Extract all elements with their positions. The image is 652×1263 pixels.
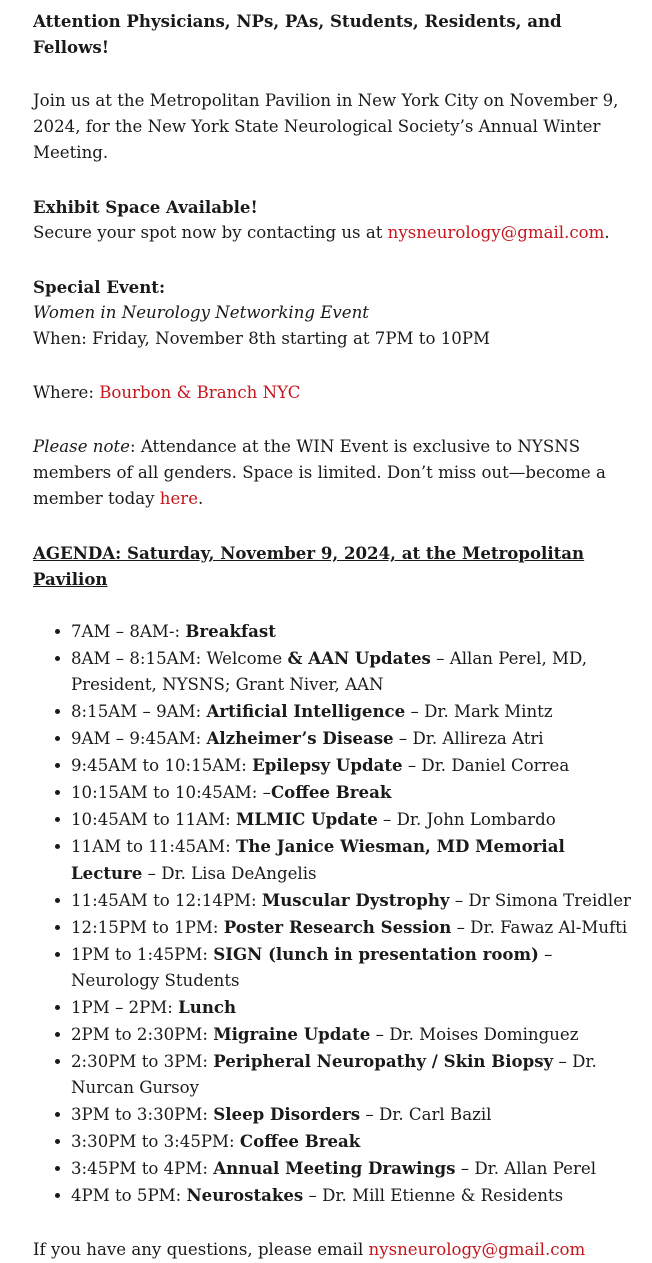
agenda-list bbox=[33, 618, 634, 1209]
footer-email-link[interactable]: nysneurology@gmail.com bbox=[368, 1240, 586, 1259]
agenda-item-time: 9:45AM to 10:15AM: bbox=[71, 756, 253, 775]
agenda-item-time: 11:45AM to 12:14PM: bbox=[71, 891, 262, 910]
agenda-item-time: 2:30PM to 3PM: bbox=[71, 1052, 214, 1071]
agenda-item bbox=[71, 1182, 634, 1209]
note-text: : Attendance at the WIN Event is exclusive to NYSNS members of all genders. Space is limited. Don’t miss out—become a member today bbox=[33, 437, 606, 508]
agenda-item-speaker: – Dr. Fawaz Al-Mufti bbox=[451, 918, 628, 937]
agenda-item-time: 10:45AM to 11AM: bbox=[71, 810, 236, 829]
agenda-item bbox=[71, 1155, 634, 1182]
agenda-item-title: Migraine Update bbox=[213, 1024, 371, 1044]
agenda-item bbox=[71, 698, 634, 725]
agenda-item-time: 8:15AM – 9AM: bbox=[71, 702, 207, 721]
agenda-item-time: 1PM to 1:45PM: bbox=[71, 945, 214, 964]
agenda-item-title: Lunch bbox=[178, 997, 237, 1017]
agenda-item-speaker: – Neurology Students bbox=[71, 945, 553, 990]
agenda-title: AGENDA: Saturday, November 9, 2024, at the Metropolitan Pavilion bbox=[33, 543, 585, 589]
membership-link[interactable]: here bbox=[159, 489, 199, 508]
agenda-item bbox=[71, 1128, 634, 1155]
special-event-name: Women in Neurology Networking Event bbox=[33, 303, 369, 322]
agenda-item-title: Coffee Break bbox=[270, 782, 392, 802]
note-paragraph bbox=[33, 434, 634, 512]
agenda-item-time: 3PM to 3:30PM: bbox=[71, 1105, 214, 1124]
agenda-item bbox=[71, 1048, 634, 1101]
agenda-item bbox=[71, 779, 634, 806]
agenda-item bbox=[71, 833, 634, 887]
agenda-item bbox=[71, 618, 634, 645]
agenda-item-time: 2PM to 2:30PM: bbox=[71, 1025, 214, 1044]
special-event-where bbox=[33, 380, 634, 406]
agenda-item-title: The Janice Wiesman, MD Memorial Lecture bbox=[71, 836, 565, 883]
exhibit-text-end: . bbox=[604, 223, 610, 242]
agenda-item-time: 9AM – 9:45AM: bbox=[71, 729, 207, 748]
agenda-item-speaker: – Dr Simona Treidler bbox=[449, 891, 631, 910]
agenda-item bbox=[71, 914, 634, 941]
agenda-item-title: MLMIC Update bbox=[235, 809, 378, 829]
agenda-item-title: Breakfast bbox=[185, 621, 276, 641]
agenda-item-title: Sleep Disorders bbox=[213, 1104, 361, 1124]
agenda-item-time: 3:30PM to 3:45PM: bbox=[71, 1132, 240, 1151]
venue-link[interactable]: Bourbon & Branch NYC bbox=[99, 383, 301, 402]
agenda-item-time: 12:15PM to 1PM: bbox=[71, 918, 224, 937]
agenda-item-title: Coffee Break bbox=[239, 1131, 361, 1151]
agenda-item-speaker: – Dr. Daniel Correa bbox=[402, 756, 570, 775]
exhibit-paragraph bbox=[33, 220, 634, 246]
agenda-item-speaker: – Dr. John Lombardo bbox=[377, 810, 556, 829]
agenda-item-title: Poster Research Session bbox=[223, 917, 452, 937]
special-event-when: When: Friday, November 8th starting at 7PM to 10PM bbox=[33, 329, 490, 348]
agenda-item-title: SIGN (lunch in presentation room) bbox=[213, 944, 539, 964]
agenda-item-time: 1PM – 2PM: bbox=[71, 998, 179, 1017]
special-event-title: Special Event: bbox=[33, 277, 166, 297]
agenda-item-time: 7AM – 8AM-: bbox=[71, 622, 186, 641]
agenda-item-title: Alzheimer’s Disease bbox=[206, 728, 394, 748]
agenda-item bbox=[71, 941, 634, 994]
footer-text: If you have any questions, please email bbox=[33, 1240, 369, 1259]
agenda-item-title: & AAN Updates bbox=[287, 648, 431, 668]
agenda-item-title: Neurostakes bbox=[186, 1185, 304, 1205]
intro-paragraph: Join us at the Metropolitan Pavilion in New York City on November 9, 2024, for the New York State Neurological Society’s Annual Winter Meeting. bbox=[33, 91, 619, 162]
agenda-item-title: Epilepsy Update bbox=[252, 755, 403, 775]
agenda-item-speaker: – Dr. Nurcan Gursoy bbox=[71, 1052, 597, 1097]
footer-paragraph bbox=[33, 1237, 634, 1263]
agenda-item-time: 3:45PM to 4PM: bbox=[71, 1159, 214, 1178]
agenda-item bbox=[71, 725, 634, 752]
exhibit-title: Exhibit Space Available! bbox=[33, 197, 258, 217]
agenda-item-time: 4PM to 5PM: bbox=[71, 1186, 187, 1205]
agenda-item-time: 8AM – 8:15AM: Welcome bbox=[71, 649, 288, 668]
agenda-item bbox=[71, 806, 634, 833]
agenda-item-speaker: – Allan Perel, MD, President, NYSNS; Grant Niver, AAN bbox=[71, 649, 588, 694]
where-label: Where: bbox=[33, 383, 100, 402]
agenda-item-speaker: – Dr. Mark Mintz bbox=[405, 702, 553, 721]
agenda-item-speaker: – Dr. Carl Bazil bbox=[360, 1105, 492, 1124]
agenda-item-speaker: – Dr. Allan Perel bbox=[455, 1159, 597, 1178]
agenda-item-speaker: – Dr. Allireza Atri bbox=[393, 729, 544, 748]
agenda-item bbox=[71, 994, 634, 1021]
agenda-item-speaker: – Dr. Lisa DeAngelis bbox=[142, 864, 317, 883]
note-end: . bbox=[198, 489, 204, 508]
agenda-item-speaker: – Dr. Moises Dominguez bbox=[370, 1025, 579, 1044]
agenda-item bbox=[71, 645, 634, 698]
agenda-item-title: Artificial Intelligence bbox=[206, 701, 406, 721]
agenda-item-title: Annual Meeting Drawings bbox=[213, 1158, 456, 1178]
agenda-item bbox=[71, 1101, 634, 1128]
agenda-item-time: 11AM to 11:45AM: bbox=[71, 837, 236, 856]
agenda-item bbox=[71, 1021, 634, 1048]
agenda-item-title: Peripheral Neuropathy / Skin Biopsy bbox=[213, 1051, 554, 1071]
headline: Attention Physicians, NPs, PAs, Students, Residents, and Fellows! bbox=[33, 11, 562, 57]
agenda-item-time: 10:15AM to 10:45AM: – bbox=[71, 783, 271, 802]
exhibit-email-link[interactable]: nysneurology@gmail.com bbox=[387, 223, 605, 242]
note-label: Please note bbox=[33, 437, 130, 456]
agenda-item bbox=[71, 752, 634, 779]
agenda-item bbox=[71, 887, 634, 914]
exhibit-text: Secure your spot now by contacting us at bbox=[33, 223, 388, 242]
agenda-item-title: Muscular Dystrophy bbox=[261, 890, 450, 910]
agenda-item-speaker: – Dr. Mill Etienne & Residents bbox=[303, 1186, 564, 1205]
